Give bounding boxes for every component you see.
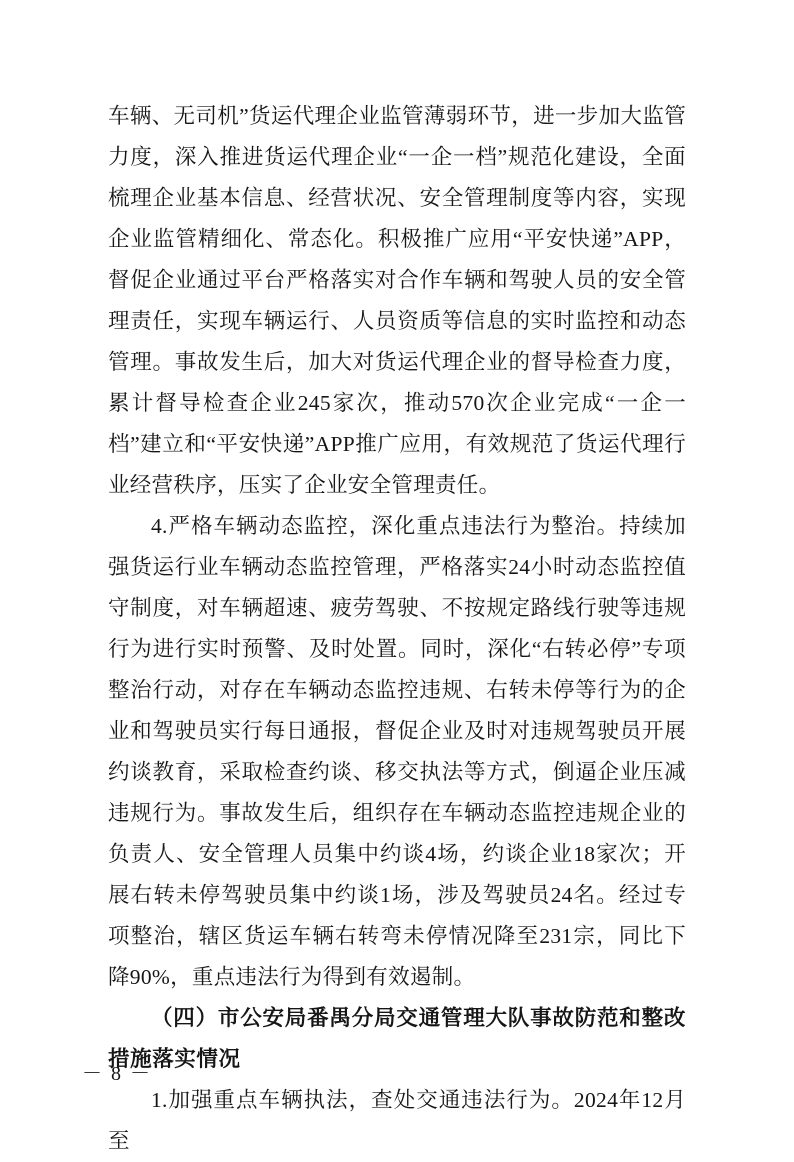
paragraph-item-4: 4.严格车辆动态监控，深化重点违法行为整治。持续加强货运行业车辆动态监控管理，严格落实24小时动态监控值守制度，对车辆超速、疲劳驾驶、不按规定路线行驶等违规行为进行实时预警、及时处置。同时，深化“右转必停”专项整治行动，对存在车辆动态监控违规、右转未停等行为的企业和驾驶员实行每日通报，督促企业及时对违规驾驶员开展约谈教育，采取检查约谈、移交执法等方式，倒逼企业压减违规行为。事故发生后，组织存在车辆动态监控违规企业的负责人、安全管理人员集中约谈4场，约谈企业18家次；开展右转未停驾驶员集中约谈1场，涉及驾驶员24名。经过专项整治，辖区货运车辆右转弯未停情况降至231宗，同比下降90%，重点违法行为得到有效遏制。 (108, 514, 686, 989)
page-footer (0, 1057, 794, 1086)
paragraph-continued: 车辆、无司机”货运代理企业监管薄弱环节，进一步加大监管力度，深入推进货运代理企业“一企一档”规范化建设，全面梳理企业基本信息、经营状况、安全管理制度等内容，实现企业监管精细化、常态化。积极推广应用“平安快递”APP，督促企业通过平台严格落实对合作车辆和驾驶人员的安全管理责任，实现车辆运行、人员资质等信息的实时监控和动态管理。事故发生后，加大对货运代理企业的督导检查力度，累计督导检查企业245家次，推动570次企业完成“一企一档”建立和“平安快递”APP推广应用，有效规范了货运代理行业经营秩序，压实了企业安全管理责任。 (108, 104, 686, 497)
section-heading-four: （四）市公安局番禺分局交通管理大队事故防范和整改措施落实情况 (108, 1006, 686, 1071)
document-body (108, 96, 686, 1162)
page-number: － 8 － (82, 1063, 152, 1085)
paragraph-item-1: 1.加强重点车辆执法，查处交通违法行为。2024年12月至 (108, 1088, 686, 1153)
